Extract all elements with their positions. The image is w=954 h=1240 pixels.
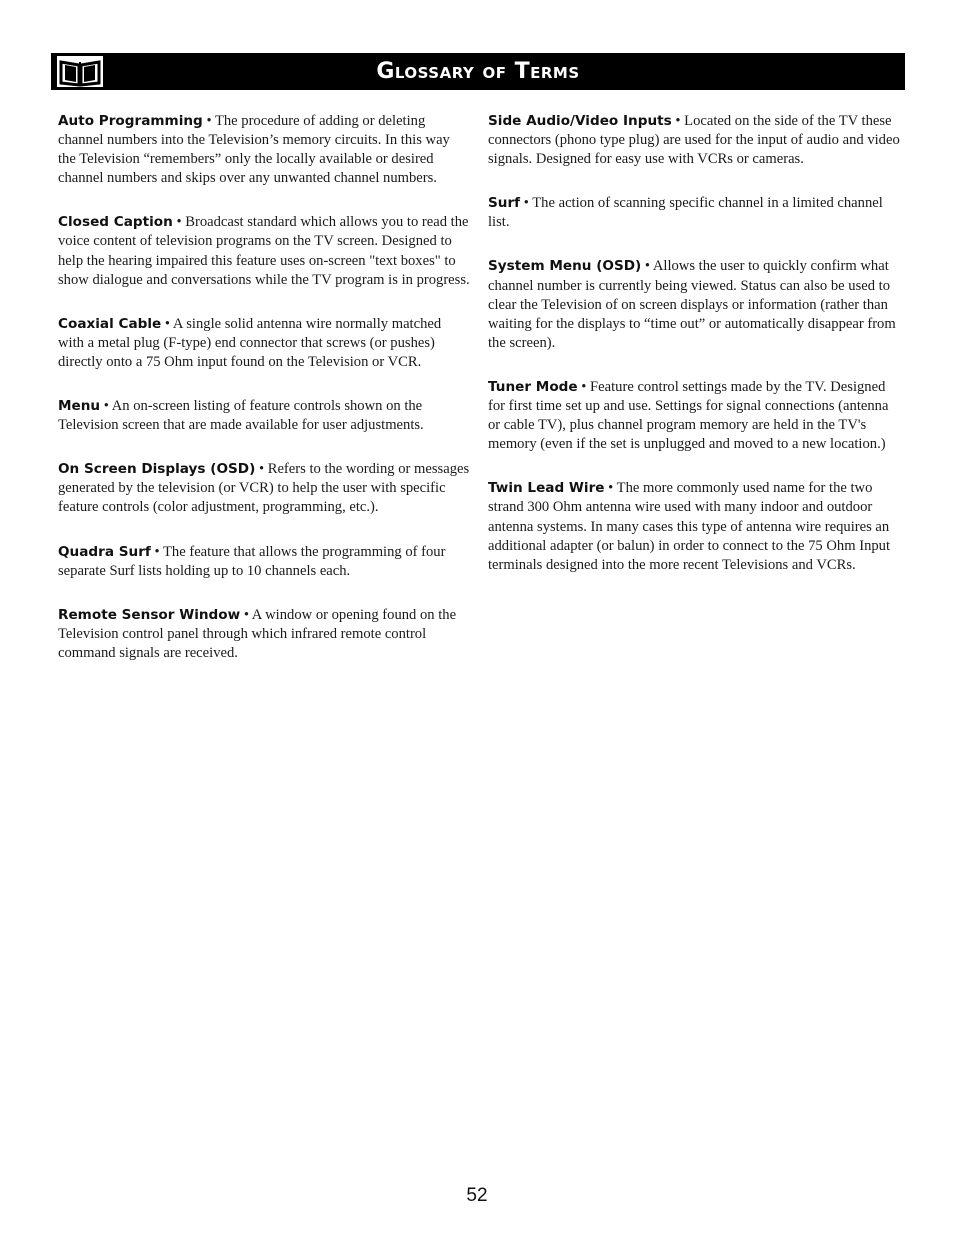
glossary-term: Coaxial Cable [58, 315, 162, 332]
glossary-definition: An on-screen listing of feature controls shown on the Television screen that are made available for user adjustments. [58, 398, 424, 434]
glossary-definition: The feature that allows the programming of four separate Surf lists holding up to 10 channels each. [58, 543, 446, 579]
glossary-definition: The action of scanning specific channel in a limited channel list. [488, 195, 883, 231]
glossary-entry [58, 606, 470, 663]
bullet-separator: • [581, 378, 587, 395]
section-header [51, 53, 905, 90]
glossary-entry [488, 194, 900, 232]
glossary-entry [488, 479, 900, 574]
glossary-term: On Screen Displays (OSD) [58, 461, 256, 478]
glossary-definition: Located on the side of the TV these connectors (phono type plug) are used for the input of audio and video signals. Designed for easy use with VCRs or cameras. [488, 113, 900, 168]
glossary-entry [58, 213, 470, 289]
bullet-separator: • [523, 195, 529, 212]
bullet-separator: • [164, 315, 171, 332]
glossary-term: Tuner Mode [488, 378, 578, 395]
glossary-term: Twin Lead Wire [488, 480, 605, 497]
glossary-definition: Refers to the wording or messages generated by the television (or VCR) to help the user with specific feature controls (color adjustment, programming, etc.). [58, 461, 470, 516]
bullet-separator: • [608, 480, 614, 497]
glossary-entry [488, 378, 900, 454]
bullet-separator: • [103, 398, 109, 415]
glossary-definition: A single solid antenna wire normally matched with a metal plug (F-type) end connector that screws (or pushes) directly onto a 75 Ohm input found on the Television or VCR. [58, 315, 442, 370]
glossary-term: Closed Caption [58, 214, 173, 231]
bullet-separator: • [206, 113, 212, 129]
bullet-separator: • [176, 214, 182, 231]
glossary-term: Auto Programming [58, 113, 203, 129]
glossary-entry [58, 397, 470, 435]
glossary-entry [58, 460, 470, 517]
bullet-separator: • [154, 543, 160, 560]
glossary-definition: A window or opening found on the Television control panel through which infrared remote control command signals are received. [58, 606, 457, 661]
glossary-term: System Menu (OSD) [488, 258, 642, 275]
glossary-term: Quadra Surf [58, 543, 151, 560]
glossary-term: Remote Sensor Window [58, 606, 241, 623]
glossary-definition: The procedure of adding or deleting channel numbers into the Television’s memory circuits. In this way the Television “remembers” only the locally available or desired channel numbers and skips over any unwanted channel numbers. [58, 113, 450, 187]
page-title: Glossary of Terms [376, 59, 580, 84]
glossary-term: Menu [58, 398, 101, 415]
glossary-right-column [488, 112, 900, 600]
glossary-entry [488, 257, 900, 352]
glossary-entry [58, 112, 470, 188]
glossary-definition: Feature control settings made by the TV. Designed for first time set up and use. Settings for signal connections (antenna or cable TV), plus channel program memory are held in the TV's memory (even if the set is unplugged and moved to a new location.) [488, 378, 889, 453]
page-number: 52 [466, 1185, 488, 1206]
glossary-definition: Allows the user to quickly confirm what channel number is currently being viewed. Status can also be used to clear the Television of on screen displays or information (rather than waiting for the displays to “time out” or automatically disappear from the screen). [488, 258, 896, 351]
glossary-definition: The more commonly used name for the two strand 300 Ohm antenna wire used with many indoor and outdoor antenna systems. In many cases this type of antenna wire requires an additional adapter (or balun) in order to connect to the 75 Ohm Input terminals designed into the more recent Televisions and VCRs. [488, 480, 891, 573]
bullet-separator: • [243, 606, 249, 623]
bullet-separator: • [644, 258, 651, 275]
glossary-entry [488, 112, 900, 169]
glossary-term: Surf [488, 195, 521, 212]
glossary-entry [58, 543, 470, 581]
glossary-entry [58, 315, 470, 372]
glossary-term: Side Audio/Video Inputs [488, 113, 672, 129]
glossary-definition: Broadcast standard which allows you to read the voice content of television programs on the TV screen. Designed to help the hearing impaired this feature uses on-screen "text boxes" to show dialogue and conversations while the TV program is in progress. [58, 214, 470, 288]
bullet-separator: • [675, 113, 681, 129]
glossary-left-column [58, 112, 470, 688]
bullet-separator: • [258, 461, 265, 478]
